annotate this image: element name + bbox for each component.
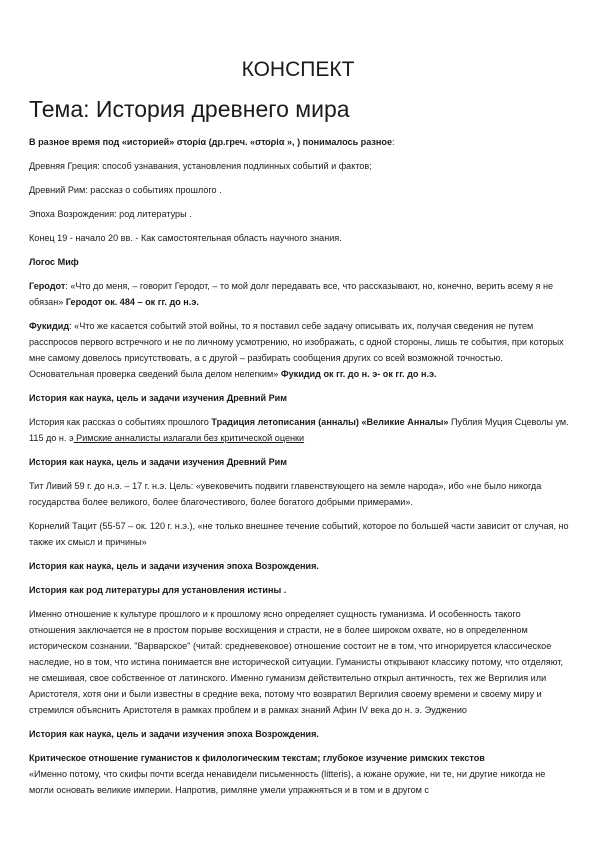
heading-renaissance-2: История как наука, цель и задачи изучения эпоха Возрождения. bbox=[29, 729, 319, 739]
heading-critical-attitude: Критическое отношение гуманистов к филологическим текстам; глубокое изучение римских текстов bbox=[29, 753, 485, 763]
heading-rome-2: История как наука, цель и задачи изучения Древний Рим bbox=[29, 457, 287, 467]
document-title: КОНСПЕКТ bbox=[241, 58, 355, 81]
annals-text-2: Публия Муция Сцеволы ум. 115 до н. э bbox=[29, 417, 569, 443]
history-meaning-bold: В разное время под «историей» στορία (др.греч. «στορία », ) понималось разное bbox=[29, 137, 393, 147]
heading-renaissance-1: История как наука, цель и задачи изучения эпоха Возрождения. bbox=[29, 561, 319, 571]
paragraph-herodotus bbox=[29, 278, 569, 310]
paragraph-livy: Тит Ливий 59 г. до н.э. – 17 г. н.э. Цель: «увековечить подвиги главенствующего на земле народа», ибо «не было никогда государства более великого, более благочестивого, более богатого добрыми примерами». bbox=[29, 481, 542, 507]
heading-rome-1: История как наука, цель и задачи изучения Древний Рим bbox=[29, 393, 287, 403]
thucydides-quote: : «Что же касается событий этой войны, то я поставил себе задачу описывать их, получая сведения не путем расспросов первого встречного и не по личному усмотрению, но изображать, с одной стороны, лишь те события, при которых мне самому довелось присутствовать, а с другой – разбирать сообщения других со всей возможной точностью. Основательная проверка сведений была делом нелегким» bbox=[29, 321, 564, 379]
paragraph-late-19th: Конец 19 - начало 20 вв. - Как самостоятельная область научного знания. bbox=[29, 233, 342, 243]
paragraph-scythians: «Именно потому, что скифы почти всегда ненавидели письменность (litteris), а южане оружие, ни те, ни другие никогда не могли основать великие империи. Напротив, римляне умели упражняться и в том и в другом с bbox=[29, 769, 546, 795]
paragraph-history-meaning bbox=[29, 134, 569, 150]
paragraph-humanism: Именно отношение к культуре прошлого и к прошлому ясно определяет сущность гуманизма. И особенность такого отношения заключается не в простом порыве восхищения и страсти, не в более широком охвате, но в определенном историческом сознании. "Варварское" (читай: средневековое) отношение состоит не в том, что игнорируется классическое наследие, но в том, что истина понимается вне исторической ситуации. Гуманисты открывают классику потому, что отделяют, не смешивая, свое собственное от латинского. Именно гуманизм действительно открыл античность, тех же Вергилия или Аристотеля, хотя они и были известны в средние века, потому что возвратил Вергилия своему времени и своему миру и стремился объяснить Аристотеля в рамках проблем и в рамках знаний Афин IV века до н. э. Эудженио bbox=[29, 609, 564, 715]
herodotus-dates: Геродот ок. 484 – ок гг. до н.э. bbox=[65, 297, 199, 307]
document-subtitle: Тема: История древнего мира bbox=[29, 96, 350, 122]
annals-underline: Римские анналисты излагали без критической оценки bbox=[73, 433, 305, 443]
history-meaning-rest: : bbox=[392, 137, 395, 147]
paragraph-tacitus: Корнелий Тацит (55-57 – ок. 120 г. н.э.), «не только внешнее течение событий, которое по большей части зависит от случая, но также их смысл и причины» bbox=[29, 521, 569, 547]
document-body bbox=[29, 134, 569, 806]
paragraph-annals bbox=[29, 414, 569, 446]
thucydides-dates: Фукидид ок гг. до н. э- ок гг. до н.э. bbox=[280, 369, 437, 379]
paragraph-ancient-greece: Древняя Греция: способ узнавания, установления подлинных событий и фактов; bbox=[29, 161, 372, 171]
paragraph-ancient-rome: Древний Рим: рассказ о событиях прошлого . bbox=[29, 185, 222, 195]
herodotus-name: Геродот bbox=[29, 281, 66, 291]
annals-text-1: История как рассказ о событиях прошлого bbox=[29, 417, 212, 427]
herodotus-quote: : «Что до меня, – говорит Геродот, – то мой долг передавать все, что рассказывают, но, конечно, верить всему я не обязан» bbox=[29, 281, 554, 307]
paragraph-logos-myth: Логос Миф bbox=[29, 257, 79, 267]
paragraph-renaissance: Эпоха Возрождения: род литературы . bbox=[29, 209, 192, 219]
heading-literature: История как род литературы для установления истины . bbox=[29, 585, 287, 595]
thucydides-name: Фукидид bbox=[29, 321, 70, 331]
paragraph-thucydides bbox=[29, 318, 569, 382]
annals-bold: Традиция летописания (анналы) «Великие Анналы» bbox=[211, 417, 449, 427]
